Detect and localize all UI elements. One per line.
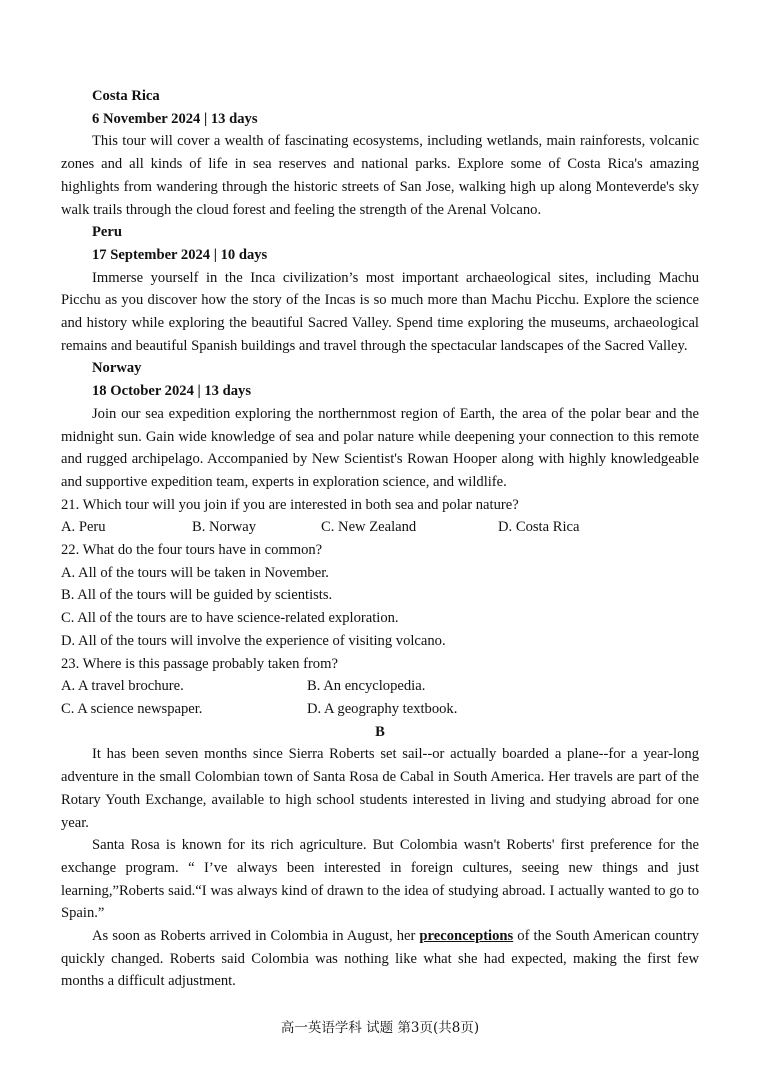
- question-23-option-c: C. A science newspaper.: [61, 700, 203, 717]
- question-23-option-d: D. A geography textbook.: [307, 700, 458, 717]
- tour-date-peru: 17 September 2024 | 10 days: [92, 246, 268, 263]
- tour-title-costa-rica: Costa Rica: [92, 88, 160, 104]
- question-23-options-row-1: [61, 675, 699, 698]
- question-22-stem: 22. What do the four tours have in common?: [61, 542, 323, 559]
- question-21-option-c: C. New Zealand: [321, 519, 417, 536]
- paragraph-3-lead: As soon as Roberts arrived in Colombia in August, her: [92, 928, 420, 945]
- question-23-option-b: B. An encyclopedia.: [307, 678, 426, 695]
- question-22-option-b: B. All of the tours will be guided by scientists.: [61, 587, 333, 604]
- question-22-option-d: D. All of the tours will involve the experience of visiting volcano.: [61, 632, 446, 649]
- tour-date-norway: 18 October 2024 | 13 days: [92, 383, 252, 400]
- question-21-option-a: A. Peru: [61, 519, 106, 536]
- question-21-option-b: B. Norway: [192, 519, 257, 536]
- paragraph-3-rest: of the South American country quickly changed. Roberts said Colombia was nothing like what she had expected, making the first few months a difficult adjustment.: [61, 928, 699, 990]
- section-b-label: B: [375, 723, 385, 740]
- question-21-options: [61, 516, 699, 539]
- section-b-paragraph-1: It has been seven months since Sierra Roberts set sail--or actually boarded a plane--for a year-long adventure in the small Colombian town of Santa Rosa de Cabal in South America. Her travels are part of the Rotary Youth Exchange, available to high school students interested in living and studying abroad for one year.: [61, 746, 699, 831]
- tour-description-norway: Join our sea expedition exploring the northernmost region of Earth, the area of the polar bear and the midnight sun. Gain wide knowledge of sea and polar nature while deepening your connection to this remote and rugged archipelago. Accompanied by New Scientist's Rowan Hooper along with highly knowledgeable and supportive expedition team, experts in exploration science, and wildlife.: [61, 405, 699, 490]
- section-b-paragraph-3: [61, 925, 699, 993]
- tour-description-peru: Immerse yourself in the Inca civilization’s most important archaeological sites, including Machu Picchu as you discover how the story of the Incas is so much more than Machu Picchu. Explore the science and history while exploring the beautiful Sacred Valley. Spend time exploring the museums, archaeological remains and beautiful Spanish buildings and travel through the spectacular landscapes of the Sacred Valley.: [61, 269, 699, 354]
- question-23-options-row-2: [61, 698, 699, 721]
- tour-title-peru: Peru: [92, 224, 122, 241]
- question-21-option-d: D. Costa Rica: [498, 519, 580, 536]
- tour-title-norway: Norway: [92, 360, 142, 377]
- page-footer: 高一英语学科 试题 第3页(共8页): [280, 1020, 480, 1036]
- tour-description-costa-rica: This tour will cover a wealth of fascinating ecosystems, including wetlands, main rainforests, volcanic zones and all kinds of life in sea reserves and national parks. Explore some of Costa Rica's amazing highlights from wandering through the historic streets of San Jose, walking high up along Monteverde's sky walk trails through the cloud forest and feeling the strength of the Arenal Volcano.: [61, 133, 699, 218]
- exam-page: [61, 85, 699, 993]
- section-b-paragraph-2: Santa Rosa is known for its rich agriculture. But Colombia wasn't Roberts' first preference for the exchange program. “ I’ve always been interested in foreign cultures, seeing new things and just learning,”Roberts said.“I was always kind of drawn to the idea of studying abroad. I actually wanted to go to Spain.”: [61, 837, 699, 922]
- question-22-option-c: C. All of the tours are to have science-related exploration.: [61, 610, 399, 627]
- question-22-option-a: A. All of the tours will be taken in November.: [61, 564, 329, 581]
- underlined-word-preconceptions: preconceptions: [419, 928, 514, 945]
- tour-date-costa-rica: 6 November 2024 | 13 days: [92, 110, 258, 127]
- question-21-stem: 21. Which tour will you join if you are interested in both sea and polar nature?: [61, 496, 519, 513]
- question-23-option-a: A. A travel brochure.: [61, 678, 184, 695]
- question-23-stem: 23. Where is this passage probably taken from?: [61, 655, 338, 672]
